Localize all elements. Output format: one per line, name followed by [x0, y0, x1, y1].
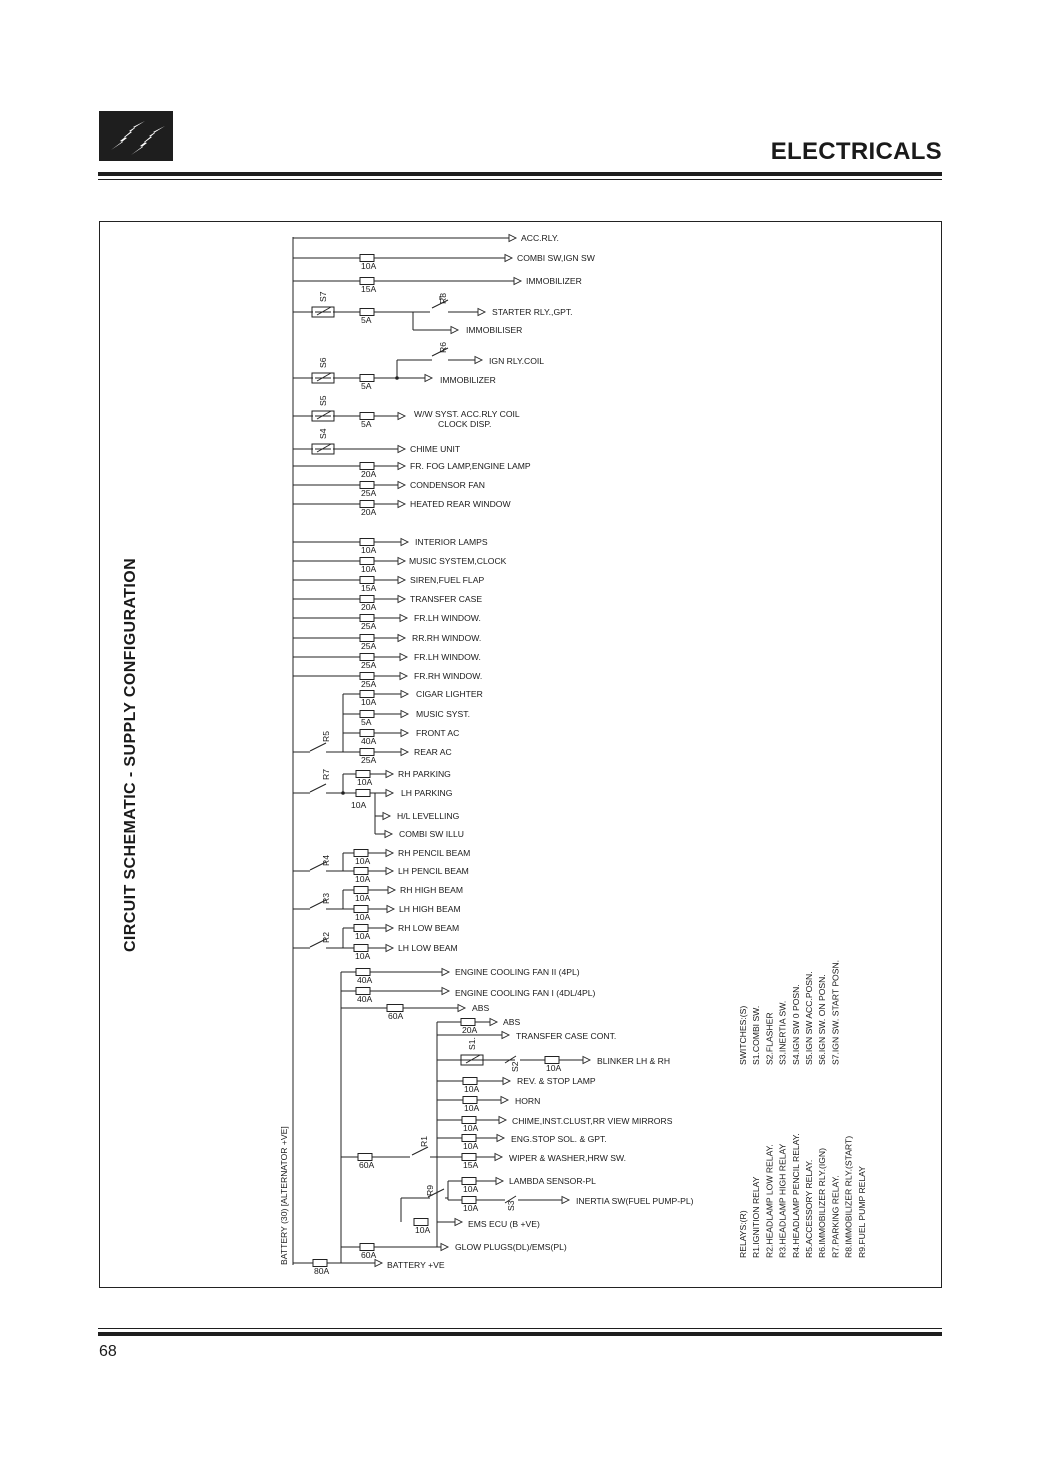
output-label: W/W SYST. ACC.RLY COIL: [414, 409, 520, 419]
output-label: RH PENCIL BEAM: [398, 848, 471, 858]
fuse-rating: 10A: [546, 1063, 562, 1073]
relay-label: R5: [321, 731, 331, 742]
switch-label: S4: [318, 428, 328, 439]
output-label: FR. FOG LAMP,ENGINE LAMP: [410, 461, 531, 471]
output-label: LH HIGH BEAM: [399, 904, 461, 914]
relays-legend: [738, 1133, 867, 1258]
fuse-rating: 40A: [357, 994, 373, 1004]
arrow-icon: [478, 309, 485, 316]
legend-line: S5.IGN SW ACC.POSN.: [804, 971, 814, 1065]
switch-label: S5: [318, 395, 328, 406]
output-label: RH LOW BEAM: [398, 923, 460, 933]
battery-label: BATTERY (30) [ALTERNATOR +VE]: [279, 1126, 289, 1265]
relay-label: R6: [438, 342, 448, 353]
legend-line: R4.HEADLAMP PENCIL RELAY.: [790, 1133, 801, 1258]
page-header-title: ELECTRICALS: [770, 138, 942, 165]
fuse-icon: [356, 790, 370, 797]
arrow-icon: [562, 1197, 569, 1204]
output-label: HEATED REAR WINDOW: [410, 499, 511, 509]
output-label: ENG.STOP SOL. & GPT.: [511, 1134, 607, 1144]
arrow-icon: [502, 1032, 509, 1039]
fuse-rating: 10A: [464, 1084, 480, 1094]
arrow-icon: [400, 615, 407, 622]
relay-label: R1: [419, 1136, 429, 1147]
arrow-icon: [398, 558, 405, 565]
output-label: CIGAR LIGHTER: [416, 689, 483, 699]
arrow-icon: [387, 906, 394, 913]
arrow-icon: [442, 988, 449, 995]
fuse-rating: 10A: [355, 856, 371, 866]
output-label: REAR AC: [414, 747, 452, 757]
fuse-rating: 10A: [357, 777, 373, 787]
output-label: IGN RLY.COIL: [489, 356, 545, 366]
output-label: IMMOBILIZER: [440, 375, 496, 385]
fuse-rating: 15A: [361, 583, 377, 593]
fuse-rating: 10A: [464, 1103, 480, 1113]
output-label: TRANSFER CASE: [410, 594, 483, 604]
arrow-icon: [455, 1219, 462, 1226]
fuse-rating: 60A: [388, 1011, 404, 1021]
arrow-icon: [398, 463, 405, 470]
switch-label: S2: [510, 1061, 520, 1072]
legend-line: R3.HEADLAMP HIGH RELAY: [777, 1143, 788, 1258]
fuse-rating: 10A: [355, 912, 371, 922]
arrowheads: [375, 235, 590, 1267]
arrow-icon: [441, 1244, 448, 1251]
fuse-rating: 5A: [361, 315, 372, 325]
fuse-rating: 5A: [361, 381, 372, 391]
footer-rule-thin: [98, 1328, 942, 1329]
arrow-icon: [386, 868, 393, 875]
output-label: COMBI SW ILLU: [399, 829, 464, 839]
arrow-icon: [401, 539, 408, 546]
legend-line: SWITCHES:(S): [738, 1005, 748, 1065]
arrow-icon: [386, 850, 393, 857]
switch-label: S6: [318, 357, 328, 368]
fuse-rating: 20A: [361, 602, 377, 612]
footer-rule-thick: [98, 1332, 942, 1336]
arrow-icon: [458, 1005, 465, 1012]
arrow-icon: [388, 887, 395, 894]
arrow-icon: [383, 813, 390, 820]
output-label: LH LOW BEAM: [398, 943, 458, 953]
output-label: H/L LEVELLING: [397, 811, 460, 821]
fuse-rating: 25A: [361, 660, 377, 670]
arrow-icon: [501, 1097, 508, 1104]
arrow-icon: [497, 1135, 504, 1142]
relay-label: R7: [321, 769, 331, 780]
fuse-rating: 10A: [463, 1203, 479, 1213]
arrow-icon: [398, 446, 405, 453]
legend-line: S7.IGN SW. START POSN.: [830, 959, 841, 1065]
relay-label: R9: [425, 1185, 435, 1196]
output-label: LAMBDA SENSOR-PL: [509, 1176, 596, 1186]
arrow-icon: [509, 235, 516, 242]
legend-line: R2.HEADLAMP LOW RELAY.: [764, 1144, 775, 1258]
fuse-rating: 10A: [351, 800, 367, 810]
output-label: RH HIGH BEAM: [400, 885, 464, 895]
arrow-icon: [398, 413, 405, 420]
legend-line: R9.FUEL PUMP RELAY: [856, 1165, 867, 1258]
fuse-rating: 25A: [361, 488, 377, 498]
switch-icon: [317, 373, 331, 381]
switch-label: S1.: [467, 1037, 477, 1050]
legend-line: S4.IGN SW 0 POSN.: [790, 984, 801, 1065]
relay-label: R8: [438, 293, 448, 304]
output-label: LH PARKING: [401, 788, 453, 798]
output-label: RR.RH WINDOW.: [412, 633, 482, 643]
relay-label: R2: [321, 932, 331, 943]
output-label: FR.RH WINDOW.: [414, 671, 483, 681]
arrow-icon: [514, 278, 521, 285]
fuse-rating: 60A: [361, 1250, 377, 1260]
switch-label: S7: [318, 291, 328, 302]
output-label: BATTERY +VE: [387, 1260, 445, 1270]
fuses: [312, 255, 559, 1267]
arrow-icon: [398, 482, 405, 489]
output-label: IMMOBILISER: [466, 325, 523, 335]
output-label: TRANSFER CASE CONT.: [516, 1031, 617, 1041]
fuse-rating: 10A: [463, 1141, 479, 1151]
output-label: HORN: [515, 1096, 541, 1106]
arrow-icon: [386, 771, 393, 778]
arrow-icon: [451, 327, 458, 334]
fuse-rating: 15A: [463, 1160, 479, 1170]
legend-line: S1.COMBI SW.: [751, 1005, 762, 1065]
output-label: CHIME,INST.CLUST,RR VIEW MIRRORS: [512, 1116, 673, 1126]
output-label: CONDENSOR FAN: [410, 480, 485, 490]
output-label: FRONT AC: [416, 728, 460, 738]
output-label: ENGINE COOLING FAN II (4PL): [455, 967, 580, 977]
arrow-icon: [496, 1178, 503, 1185]
switches-legend: [738, 960, 840, 1065]
fuse-rating: 10A: [361, 564, 377, 574]
fuse-rating: 10A: [415, 1225, 431, 1235]
fuse-rating: 80A: [314, 1266, 330, 1276]
fuse-rating: 60A: [359, 1160, 375, 1170]
switch-icon: [317, 444, 331, 452]
arrow-icon: [495, 1154, 502, 1161]
arrow-icon: [425, 375, 432, 382]
arrow-icon: [386, 925, 393, 932]
switch-icon: [317, 411, 331, 419]
legend-line: R7.PARKING RELAY.: [830, 1175, 841, 1258]
relay-contact-icon: [310, 743, 326, 751]
arrow-icon: [398, 635, 405, 642]
fuse-rating: 20A: [361, 469, 377, 479]
arrow-icon: [400, 654, 407, 661]
switch-icon: [466, 1055, 480, 1063]
diagram-title: CIRCUIT SCHEMATIC - SUPPLY CONFIGURATION: [122, 557, 139, 953]
output-label: ACC.RLY.: [521, 233, 559, 243]
arrow-icon: [583, 1057, 590, 1064]
arrow-icon: [401, 711, 408, 718]
fuse-rating: 25A: [361, 641, 377, 651]
output-label: EMS ECU (B +VE): [468, 1219, 540, 1229]
output-label: FR.LH WINDOW.: [414, 613, 481, 623]
fuse-rating: 40A: [357, 975, 373, 985]
legend-line: R1.IGNITION RELAY: [751, 1176, 762, 1258]
fuse-rating: 10A: [463, 1184, 479, 1194]
arrow-icon: [490, 1019, 497, 1026]
output-label: ABS: [503, 1017, 521, 1027]
arrow-icon: [385, 831, 392, 838]
output-label: ABS: [472, 1003, 490, 1013]
fuse-rating: 10A: [355, 931, 371, 941]
relay-contact-icon: [412, 1147, 428, 1155]
output-label: GLOW PLUGS(DL)/EMS(PL): [455, 1242, 567, 1252]
output-label: MUSIC SYST.: [416, 709, 470, 719]
fuse-rating: 40A: [361, 736, 377, 746]
legend-line: S2.FLASHER: [764, 1012, 775, 1065]
fuse-rating: 5A: [361, 419, 372, 429]
fuse-rating: 10A: [361, 545, 377, 555]
arrow-icon: [401, 730, 408, 737]
switch-icon: [317, 307, 331, 315]
relay-label: R3: [321, 893, 331, 904]
legends: [738, 960, 867, 1258]
output-label: MUSIC SYSTEM,CLOCK: [409, 556, 507, 566]
arrow-icon: [400, 673, 407, 680]
output-label: RH PARKING: [398, 769, 451, 779]
fuse-rating: 10A: [463, 1123, 479, 1133]
fuse-rating: 20A: [361, 507, 377, 517]
output-label: CLOCK DISP.: [438, 419, 492, 429]
arrow-icon: [503, 1078, 510, 1085]
output-label: INERTIA SW(FUEL PUMP-PL): [576, 1196, 694, 1206]
output-label: SIREN,FUEL FLAP: [410, 575, 485, 585]
arrow-icon: [398, 501, 405, 508]
fuse-rating: 10A: [361, 697, 377, 707]
legend-line: S6.IGN SW. ON POSN.: [817, 974, 828, 1065]
fuse-rating: 20A: [462, 1025, 478, 1035]
fuse-rating: 25A: [361, 679, 377, 689]
output-label: REV. & STOP LAMP: [517, 1076, 596, 1086]
output-label: LH PENCIL BEAM: [398, 866, 469, 876]
legend-line: RELAYS:(R): [738, 1210, 748, 1258]
fuse-rating: 25A: [361, 621, 377, 631]
legend-line: S3.INERTIA SW.: [777, 1000, 788, 1065]
arrow-icon: [505, 255, 512, 262]
legend-line: R8.IMMOBILIZER RLY.(START): [843, 1135, 854, 1258]
relay-label: R4: [321, 855, 331, 866]
arrow-icon: [398, 577, 405, 584]
legend-line: R6.IMMOBILIZER RLY.(IGN): [817, 1148, 828, 1258]
fuse-rating: 10A: [355, 893, 371, 903]
fuse-rating: 10A: [355, 951, 371, 961]
arrow-icon: [499, 1117, 506, 1124]
fuse-rating: 5A: [361, 717, 372, 727]
fuse-rating: 10A: [355, 874, 371, 884]
relay-contact-icon: [310, 784, 326, 792]
output-label: CHIME UNIT: [410, 444, 461, 454]
arrow-icon: [401, 749, 408, 756]
output-label: WIPER & WASHER,HRW SW.: [509, 1153, 626, 1163]
fuse-rating: 10A: [361, 261, 377, 271]
output-label: FR.LH WINDOW.: [414, 652, 481, 662]
arrow-icon: [398, 596, 405, 603]
arrow-icon: [375, 1260, 382, 1267]
output-label: COMBI SW,IGN SW: [517, 253, 595, 263]
arrow-icon: [442, 969, 449, 976]
page-number: 68: [99, 1343, 117, 1360]
output-label: ENGINE COOLING FAN I (4DL/4PL): [455, 988, 596, 998]
arrow-icon: [401, 691, 408, 698]
legend-line: R5.ACCESSORY RELAY.: [804, 1159, 814, 1258]
output-label: INTERIOR LAMPS: [415, 537, 488, 547]
arrow-icon: [386, 945, 393, 952]
fuse-rating: 15A: [361, 284, 377, 294]
output-label: BLINKER LH & RH: [597, 1056, 671, 1066]
switch-label: S3: [506, 1200, 516, 1211]
output-label: IMMOBILIZER: [526, 276, 582, 286]
fuse-rating: 25A: [361, 755, 377, 765]
arrow-icon: [386, 790, 393, 797]
arrow-icon: [475, 357, 482, 364]
output-label: STARTER RLY.,GPT.: [492, 307, 573, 317]
